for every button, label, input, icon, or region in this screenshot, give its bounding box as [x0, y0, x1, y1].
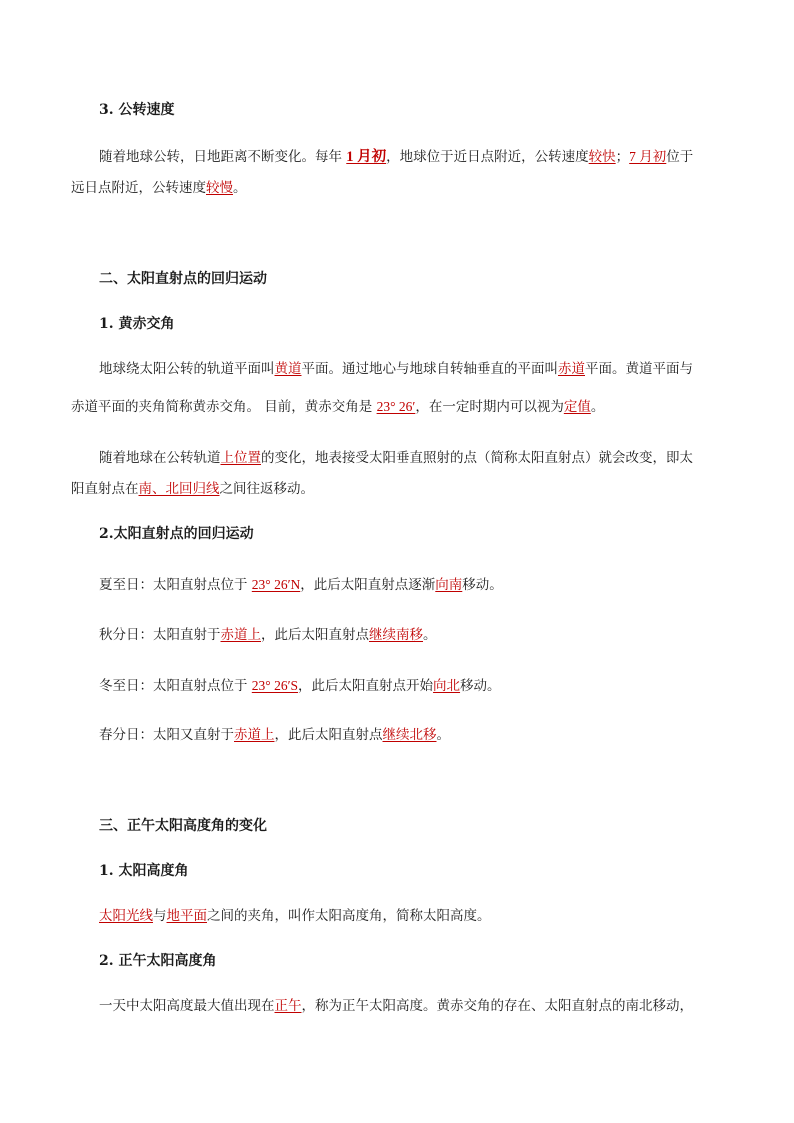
- spring-equinox-line: [99, 726, 450, 744]
- text: 移动。: [462, 577, 503, 593]
- highlight-ecliptic: 黄道: [274, 361, 302, 377]
- text: 。: [590, 399, 605, 415]
- highlight-23s: 23° 26′S: [251, 678, 299, 693]
- paragraph-revolution-speed-line1: [99, 148, 693, 166]
- heading-noon-altitude: 2. 正午太阳高度角: [99, 953, 217, 969]
- highlight-position: 上位置: [220, 450, 261, 466]
- text: 位于: [666, 149, 694, 165]
- highlight-continue-north: 继续北移: [382, 727, 437, 743]
- highlight-23n: 23° 26′N: [251, 577, 301, 592]
- text: 赤道平面的夹角简称黄赤交角。 目前，黄赤交角是: [71, 399, 377, 415]
- highlight-equator-autumn: 赤道上: [220, 627, 261, 643]
- text: 春分日：太阳又直射于: [99, 727, 234, 743]
- text: ，称为正午太阳高度。黄赤交角的存在、太阳直射点的南北移动，: [301, 998, 693, 1014]
- highlight-sunlight: 太阳光线: [99, 908, 153, 924]
- highlight-continue-south: 继续南移: [369, 627, 423, 643]
- summer-solstice-line: [99, 576, 503, 594]
- highlight-northward: 向北: [433, 678, 461, 694]
- highlight-horizon: 地平面: [166, 908, 207, 924]
- heading-regression-motion: 2.太阳直射点的回归运动: [99, 526, 254, 542]
- text: 远日点附近，公转速度: [71, 180, 206, 196]
- text: 夏至日：太阳直射点位于: [99, 577, 252, 593]
- text: 之间的夹角，叫作太阳高度角，简称太阳高度。: [207, 908, 491, 924]
- text: 的变化，地表接受太阳垂直照射的点（简称太阳直射点）就会改变，即太: [261, 450, 693, 466]
- heading-obliquity: 1. 黄赤交角: [99, 316, 175, 332]
- text: ，此后太阳直射点: [261, 627, 369, 643]
- text: 。: [436, 727, 450, 743]
- text: 地球绕太阳公转的轨道平面叫: [99, 361, 275, 377]
- text: 平面。黄道平面与: [585, 361, 693, 377]
- highlight-southward: 向南: [435, 577, 463, 593]
- heading-noon-sun-altitude: 三、正午太阳高度角的变化: [99, 818, 267, 834]
- text: 移动。: [460, 678, 501, 694]
- text: 秋分日：太阳直射于: [99, 627, 221, 643]
- text: 。: [423, 627, 437, 643]
- text: 平面。通过地心与地球自转轴垂直的平面叫: [301, 361, 558, 377]
- paragraph-obliquity-line1: [99, 360, 693, 378]
- text: 阳直射点在: [71, 481, 139, 497]
- highlight-january: 1 月初: [346, 149, 387, 165]
- heading-direct-point-motion: 二、太阳直射点的回归运动: [99, 271, 267, 287]
- autumn-equinox-line: [99, 626, 437, 644]
- highlight-slower: 较慢: [206, 180, 233, 196]
- text: ，此后太阳直射点: [274, 727, 383, 743]
- text: 一天中太阳高度最大值出现在: [99, 998, 275, 1014]
- highlight-angle: 23° 26′: [376, 399, 416, 414]
- text: ，在一定时期内可以视为: [415, 399, 564, 415]
- highlight-tropics: 南、北回归线: [138, 481, 220, 497]
- text: ，地球位于近日点附近，公转速度: [386, 149, 589, 165]
- text: ，此后太阳直射点逐渐: [300, 577, 436, 593]
- text: ；: [615, 149, 630, 165]
- highlight-equator: 赤道: [558, 361, 585, 377]
- highlight-equator-spring: 赤道上: [234, 727, 275, 743]
- paragraph-direct-point-line2: [71, 480, 314, 498]
- paragraph-noon-altitude: [99, 997, 693, 1015]
- paragraph-revolution-speed-line2: [71, 179, 247, 197]
- highlight-july: 7 月初: [629, 149, 667, 164]
- heading-solar-altitude: 1. 太阳高度角: [99, 863, 189, 879]
- paragraph-obliquity-line2: [71, 398, 604, 416]
- highlight-faster: 较快: [588, 149, 616, 165]
- heading-revolution-speed: 3. 公转速度: [99, 102, 175, 118]
- text: 与: [153, 908, 167, 924]
- text: 冬至日：太阳直射点位于: [99, 678, 252, 694]
- highlight-constant: 定值: [563, 399, 591, 415]
- winter-solstice-line: [99, 677, 501, 695]
- text: ，此后太阳直射点开始: [298, 678, 434, 694]
- text: 之间往返移动。: [219, 481, 314, 497]
- paragraph-solar-altitude: [99, 907, 491, 925]
- highlight-noon: 正午: [274, 998, 302, 1014]
- text: 随着地球公转，日地距离不断变化。每年: [99, 149, 347, 165]
- text: 。: [233, 180, 247, 196]
- text: 随着地球在公转轨道: [99, 450, 221, 466]
- paragraph-direct-point-line1: [99, 449, 693, 467]
